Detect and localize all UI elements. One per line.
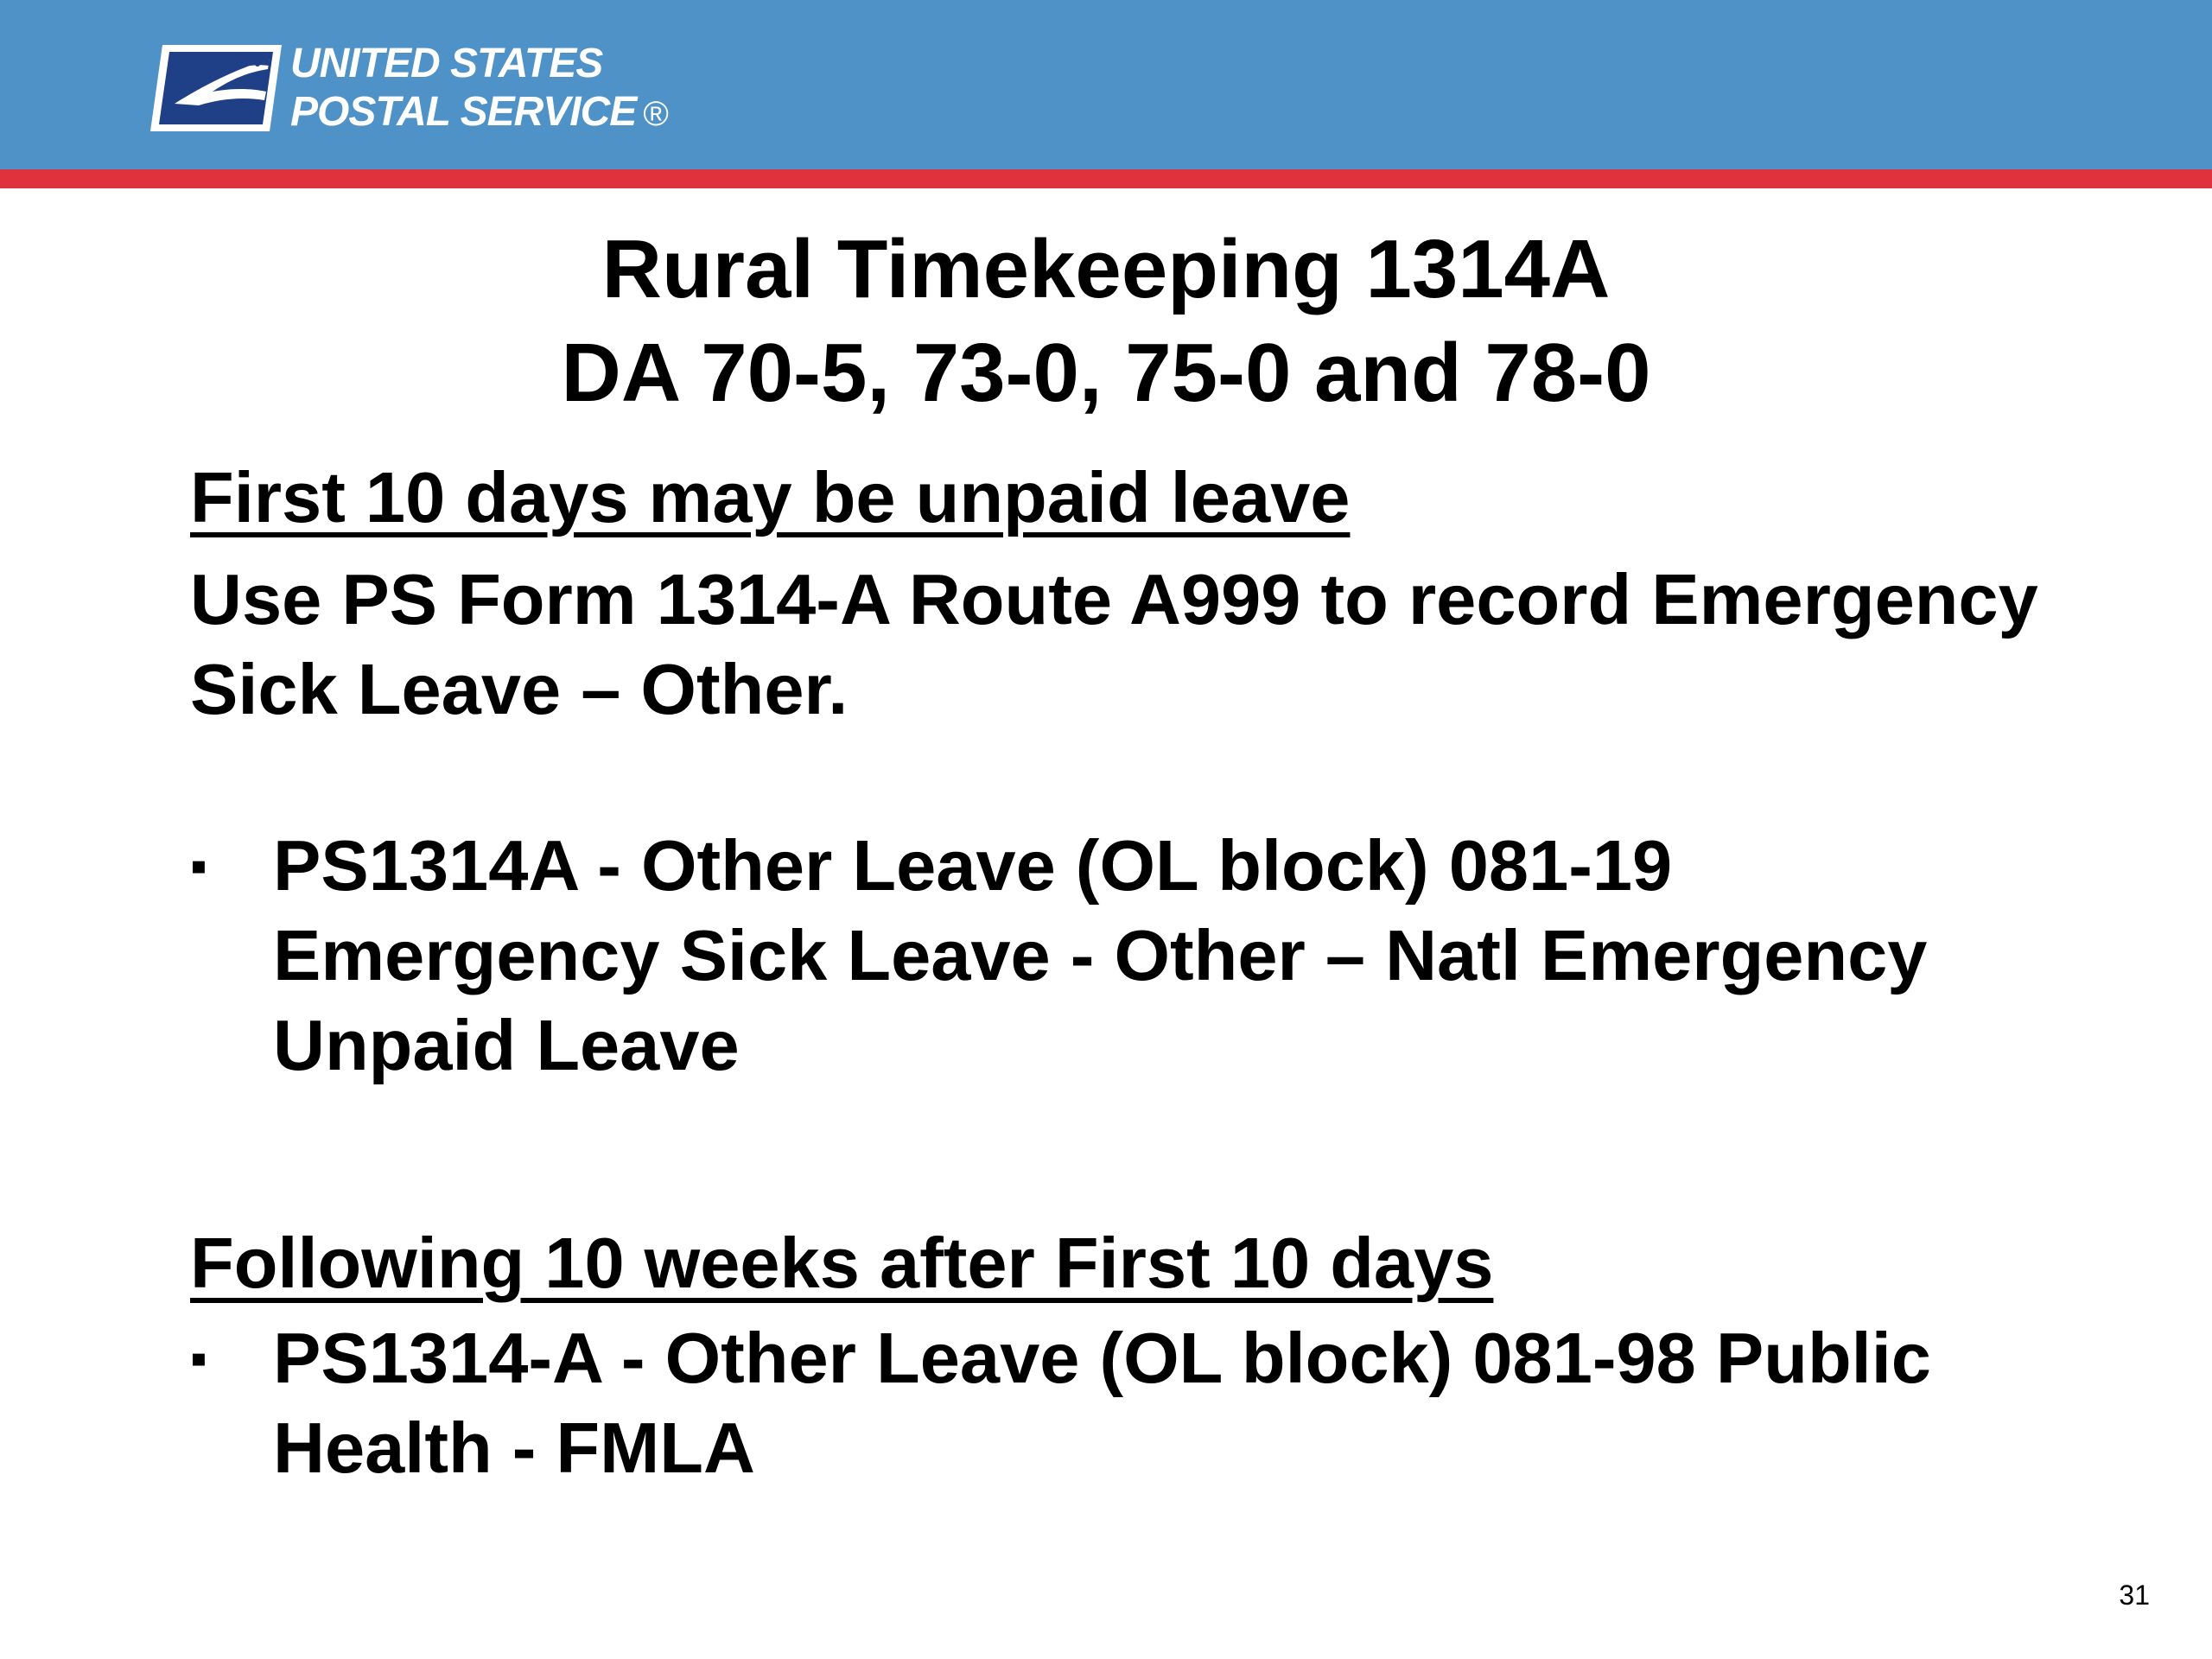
logo-line-2 bbox=[290, 88, 668, 138]
title-line-1: Rural Timekeeping 1314A bbox=[601, 223, 1611, 315]
section-1-heading: First 10 days may be unpaid leave bbox=[190, 457, 1351, 537]
spacer bbox=[190, 1090, 2048, 1218]
slide-title bbox=[0, 218, 2212, 425]
bullet-square-icon: ▪ bbox=[190, 1331, 207, 1385]
logo-line-2-text: POSTAL SERVICE bbox=[290, 89, 637, 135]
registered-mark: ® bbox=[643, 95, 668, 133]
usps-logo bbox=[149, 40, 684, 137]
eagle-icon bbox=[149, 43, 283, 133]
logo-wordmark bbox=[290, 40, 668, 138]
section-2-bullet-text: PS1314-A - Other Leave (OL block) 081-98 Public Health - FMLA bbox=[273, 1318, 1931, 1488]
header-red-stripe bbox=[0, 169, 2212, 188]
title-line-2: DA 70-5, 73-0, 75-0 and 78-0 bbox=[561, 327, 1651, 419]
section-1-bullet-text: PS1314A - Other Leave (OL block) 081-19 Emergency Sick Leave - Other – Natl Emergency Unpaid Leave bbox=[273, 825, 1928, 1085]
logo-line-1: UNITED STATES bbox=[290, 41, 603, 86]
bullet-square-icon: ▪ bbox=[190, 838, 207, 893]
slide-body bbox=[190, 453, 2048, 1493]
section-1-paragraph: Use PS Form 1314-A Route A999 to record Emergency Sick Leave – Other. bbox=[190, 559, 2038, 729]
spacer bbox=[190, 734, 2048, 821]
section-1-bullet bbox=[190, 821, 2048, 1090]
page-number: 31 bbox=[2119, 1580, 2150, 1611]
section-2-bullet bbox=[190, 1313, 2048, 1493]
section-2-heading: Following 10 weeks after First 10 days bbox=[190, 1223, 1494, 1303]
